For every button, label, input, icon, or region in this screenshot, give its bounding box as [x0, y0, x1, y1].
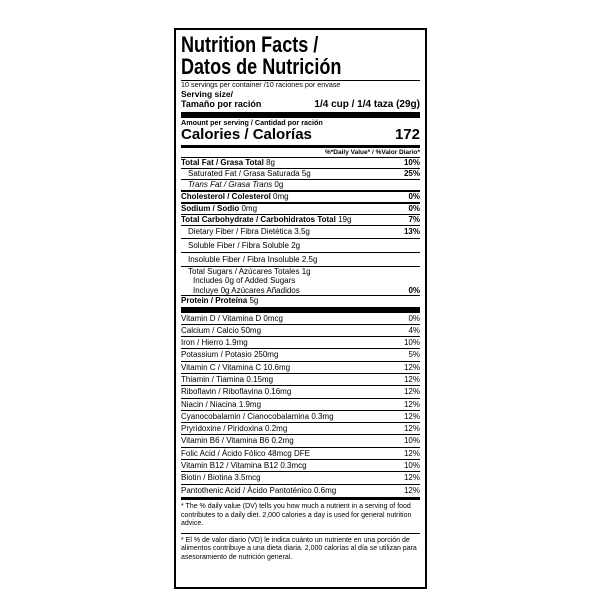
serving-size-label-es: Tamaño por ración — [181, 98, 262, 109]
vitamin-row — [181, 313, 420, 324]
vitamin-label: Vitamin B6 / Vitamina B6 — [181, 436, 270, 446]
vitamin-daily-value: 10% — [403, 436, 420, 446]
vitamin-label: Biotin / Biotina — [181, 473, 233, 483]
vitamin-amount: 0.3mg — [311, 411, 334, 421]
nutrition-facts-label — [174, 28, 427, 589]
label-title-en: Nutrition Facts / — [181, 32, 319, 57]
vitamin-row — [181, 385, 420, 397]
vitamin-mineral-list — [181, 313, 420, 496]
vitamin-row — [181, 447, 420, 459]
serving-size-label: Serving size/ — [181, 88, 233, 99]
vitamin-row — [181, 398, 420, 410]
vitamin-daily-value: 0% — [408, 313, 420, 323]
vitamin-row — [181, 373, 420, 385]
vitamin-amount: 1.9mg — [225, 338, 248, 348]
vitamin-daily-value: 12% — [403, 387, 420, 397]
vitamin-label: Pryridoxine / Piridoxina — [181, 424, 263, 434]
vitamin-amount: 10.6mg — [263, 362, 291, 372]
amount-per-serving: Amount per serving / Cantidad por ración — [181, 117, 323, 127]
vitamin-amount: 48mcg DFE — [267, 448, 310, 458]
vitamin-daily-value: 4% — [408, 325, 420, 335]
vitamin-daily-value: 12% — [403, 399, 420, 409]
vitamin-amount: 50mg — [241, 325, 262, 335]
vitamin-label: Cyanocobalamin / Cianocobalamina — [181, 411, 310, 421]
vitamin-daily-value: 10% — [403, 461, 420, 471]
added-sugars-es-row: Incluye 0g Azúcares Añadidos 0% — [193, 285, 420, 295]
vitamin-row — [181, 361, 420, 373]
vitamin-daily-value: 12% — [403, 424, 420, 434]
vitamin-label: Niacin / Niacina — [181, 399, 237, 409]
insoluble-fiber-row: Insoluble Fiber / Fibra Insoluble 2.5g — [188, 255, 318, 264]
daily-value-header: %*Daily Value* / %Valor Diario* — [324, 149, 420, 156]
label-title-es: Datos de Nutrición — [181, 54, 342, 79]
vitamin-label: Vitamin B12 / Vitamina B12 — [181, 461, 279, 471]
footnote-es: * El % de valor diario (VD) le indica cuánto un nutriente en una porción de alimentos contribuye a una dieta diaria. 2,000 calorías al día se utilizan para asesoramiento de nutrición general. — [181, 536, 417, 561]
cholesterol-row: Cholesterol / Colesterol 0mg 0% — [181, 192, 420, 201]
vitamin-amount: 0.16mg — [264, 387, 292, 397]
serving-size-row — [181, 99, 420, 110]
vitamin-label: Pantothenic Acid / Ácido Pantoténico — [181, 485, 312, 495]
vitamin-row — [181, 471, 420, 483]
vitamin-label: Folic Acid / Ácido Fólico — [181, 448, 266, 458]
vitamin-daily-value: 5% — [408, 350, 420, 360]
vitamin-amount: 3.5mcg — [234, 473, 261, 483]
sodium-row: Sodium / Sodio 0mg 0% — [181, 204, 420, 213]
vitamin-amount: 1.9mg — [238, 399, 262, 409]
vitamin-amount: 0.3mcg — [280, 461, 307, 471]
trans-fat-row: Trans Fat / Grasa Trans 0g — [188, 180, 284, 189]
vitamin-label: Vitamin D / Vitamina D — [181, 313, 262, 323]
vitamin-amount: 0mcg — [263, 313, 283, 323]
servings-per-container: 10 servings per container /10 raciones por envase — [181, 80, 341, 89]
total-carbohydrate-row: Total Carbohydrate / Carbohidratos Total 19g 7% — [181, 215, 420, 224]
added-sugars-en-row: Includes 0g of Added Sugars — [193, 276, 296, 285]
soluble-fiber-row: Soluble Fiber / Fibra Soluble 2g — [188, 241, 301, 250]
protein-row: Protein / Proteína 5g — [181, 295, 259, 305]
calories-row — [181, 127, 420, 143]
total-sugars-row: Total Sugars / Azúcares Totales 1g — [188, 267, 311, 276]
vitamin-label: Iron / Hierro — [181, 338, 224, 348]
vitamin-amount: 0.15mg — [246, 374, 274, 384]
vitamin-row — [181, 348, 420, 360]
vitamin-daily-value: 12% — [403, 411, 420, 421]
dietary-fiber-row: Dietary Fiber / Fibra Dietética 3.5g 13% — [188, 227, 420, 236]
vitamin-label: Riboflavin / Riboflavina — [181, 387, 263, 397]
vitamin-daily-value: 12% — [403, 485, 420, 495]
vitamin-amount: 0.2mg — [265, 424, 288, 434]
calories-value: 172 — [394, 126, 420, 143]
serving-size-value: 1/4 cup / 1/4 taza (29g) — [314, 98, 420, 110]
footnote-en: * The % daily value (DV) tells you how much a nutrient in a serving of food contributes to a daily diet. 2,000 calories a day is used for general nutrition advice. — [181, 502, 412, 528]
vitamin-label: Thiamin / Tiamina — [181, 374, 245, 384]
vitamin-row — [181, 434, 420, 446]
vitamin-row — [181, 410, 420, 422]
vitamin-row — [181, 336, 420, 348]
calories-label: Calories / Calorías — [181, 126, 312, 143]
vitamin-amount: 250mg — [253, 350, 279, 360]
vitamin-daily-value: 12% — [403, 374, 420, 384]
vitamin-label: Potassium / Potasio — [181, 350, 252, 360]
vitamin-row — [181, 459, 420, 471]
vitamin-daily-value: 12% — [403, 448, 420, 458]
vitamin-label: Vitamin C / Vitamina C — [181, 362, 262, 372]
vitamin-daily-value: 12% — [403, 362, 420, 372]
vitamin-row — [181, 484, 420, 496]
vitamin-row — [181, 422, 420, 434]
vitamin-amount: 0.6mg — [314, 485, 337, 495]
vitamin-amount: 0.2mg — [271, 436, 294, 446]
vitamin-daily-value: 12% — [403, 473, 420, 483]
vitamin-row — [181, 324, 420, 336]
vitamin-daily-value: 10% — [403, 338, 420, 348]
vitamin-label: Calcium / Calcio — [181, 325, 239, 335]
saturated-fat-row: Saturated Fat / Grasa Saturada 5g 25% — [188, 169, 420, 178]
total-fat-row: Total Fat / Grasa Total 8g 10% — [181, 158, 420, 167]
